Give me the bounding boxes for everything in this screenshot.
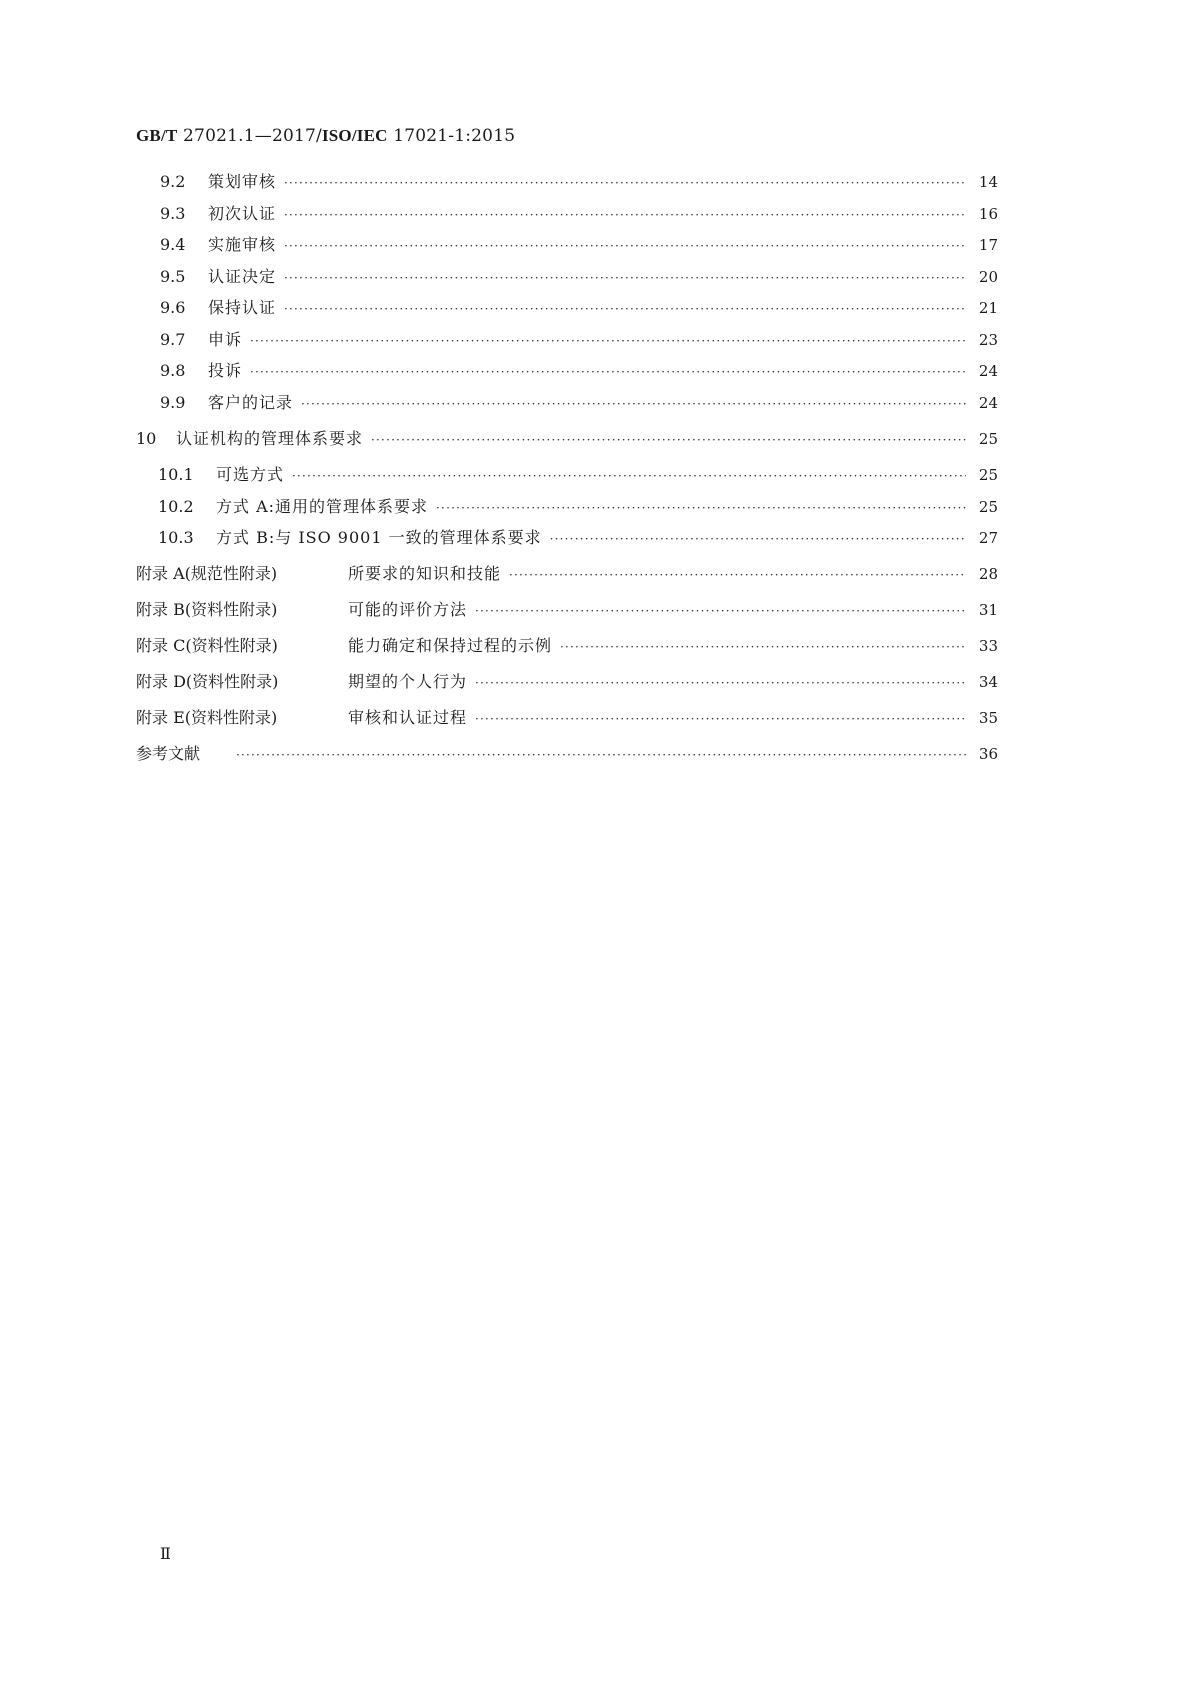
toc-page: 25	[978, 466, 998, 484]
toc-number: 9.2	[160, 172, 186, 191]
standard-code: GB/T	[136, 126, 178, 145]
toc-title: 期望的个人行为	[348, 672, 468, 691]
toc-entry[interactable]	[160, 267, 998, 288]
toc-leader	[371, 430, 966, 450]
toc-title: 初次认证	[208, 204, 277, 223]
toc-leader	[509, 565, 966, 585]
toc-entry[interactable]	[136, 744, 998, 765]
toc-entry[interactable]	[136, 672, 998, 693]
toc-page: 21	[978, 299, 998, 317]
toc-leader	[436, 498, 966, 518]
toc-leader	[475, 601, 966, 621]
toc-number: 10.3	[158, 528, 194, 547]
toc-number: 10	[136, 429, 157, 448]
toc-title: 策划审核	[208, 172, 277, 191]
toc-title: 可能的评价方法	[348, 600, 468, 619]
toc-page: 33	[978, 637, 998, 655]
document-header	[136, 126, 515, 146]
toc-leader	[284, 205, 966, 225]
toc-leader	[560, 637, 966, 657]
toc-entry[interactable]	[136, 429, 998, 450]
toc-entry[interactable]	[136, 708, 998, 729]
toc-title: 投诉	[208, 361, 243, 380]
toc-number: 9.8	[160, 361, 186, 380]
toc-entry[interactable]	[160, 361, 998, 382]
toc-leader	[475, 673, 966, 693]
toc-number: 附录 C(资料性附录)	[136, 636, 278, 655]
toc-title: 可选方式	[216, 465, 285, 484]
toc-title: 认证机构的管理体系要求	[176, 429, 364, 448]
toc-title: 审核和认证过程	[348, 708, 468, 727]
toc-number: 附录 D(资料性附录)	[136, 672, 279, 691]
toc-entry[interactable]	[158, 528, 998, 549]
toc-title: 申诉	[208, 330, 243, 349]
toc-page: 20	[978, 268, 998, 286]
toc-entry[interactable]	[160, 204, 998, 225]
toc-number: 9.6	[160, 298, 186, 317]
page-number: Ⅱ	[160, 1544, 171, 1563]
toc-number: 附录 A(规范性附录)	[136, 564, 278, 583]
toc-entry[interactable]	[136, 600, 998, 621]
toc-page: 36	[978, 745, 998, 763]
toc-title: 保持认证	[208, 298, 277, 317]
toc-leader	[284, 173, 966, 193]
toc-entry[interactable]	[160, 330, 998, 351]
toc-page: 17	[978, 236, 998, 254]
toc-number: 9.5	[160, 267, 186, 286]
toc-title: 实施审核	[208, 235, 277, 254]
toc-number: 附录 B(资料性附录)	[136, 600, 278, 619]
toc-leader	[284, 268, 966, 288]
toc-leader	[284, 299, 966, 319]
toc-leader	[475, 709, 966, 729]
toc-leader	[236, 745, 966, 765]
iso-code: ISO/IEC	[321, 126, 388, 145]
standard-number: 27021.1—2017/	[177, 126, 322, 146]
toc-page: 25	[978, 498, 998, 516]
toc-number: 9.9	[160, 393, 186, 412]
toc-entry[interactable]	[158, 465, 998, 486]
toc-number: 附录 E(资料性附录)	[136, 708, 278, 727]
toc-leader	[292, 466, 966, 486]
toc-page: 25	[978, 430, 998, 448]
toc-leader	[550, 529, 966, 549]
toc-leader	[250, 331, 966, 351]
toc-page: 16	[978, 205, 998, 223]
toc-page: 24	[978, 362, 998, 380]
toc-number: 9.4	[160, 235, 186, 254]
toc-page: 34	[978, 673, 998, 691]
toc-number: 9.3	[160, 204, 186, 223]
toc-page: 28	[978, 565, 998, 583]
toc-number: 10.2	[158, 497, 194, 516]
iso-number: 17021-1:2015	[387, 126, 516, 146]
toc-entry[interactable]	[160, 298, 998, 319]
toc-entry[interactable]	[160, 393, 998, 414]
toc-number: 10.1	[158, 465, 194, 484]
toc-title: 能力确定和保持过程的示例	[348, 636, 553, 655]
toc-title: 认证决定	[208, 267, 277, 286]
toc-leader	[284, 236, 966, 256]
toc-page: 14	[978, 173, 998, 191]
toc-page: 23	[978, 331, 998, 349]
toc-title: 方式 A:通用的管理体系要求	[216, 497, 429, 516]
toc-number: 9.7	[160, 330, 186, 349]
toc-entry[interactable]	[160, 172, 998, 193]
toc-entry[interactable]	[136, 564, 998, 585]
toc-number: 参考文献	[136, 744, 201, 763]
toc-entry[interactable]	[136, 636, 998, 657]
toc-page: 27	[978, 529, 998, 547]
toc-title: 客户的记录	[208, 393, 294, 412]
toc-title: 方式 B:与 ISO 9001 一致的管理体系要求	[216, 528, 542, 547]
toc-entry[interactable]	[160, 235, 998, 256]
toc-title: 所要求的知识和技能	[348, 564, 502, 583]
toc-page: 31	[978, 601, 998, 619]
toc-leader	[301, 394, 966, 414]
toc-leader	[250, 362, 966, 382]
toc-page: 24	[978, 394, 998, 412]
toc-page: 35	[978, 709, 998, 727]
toc-entry[interactable]	[158, 497, 998, 518]
